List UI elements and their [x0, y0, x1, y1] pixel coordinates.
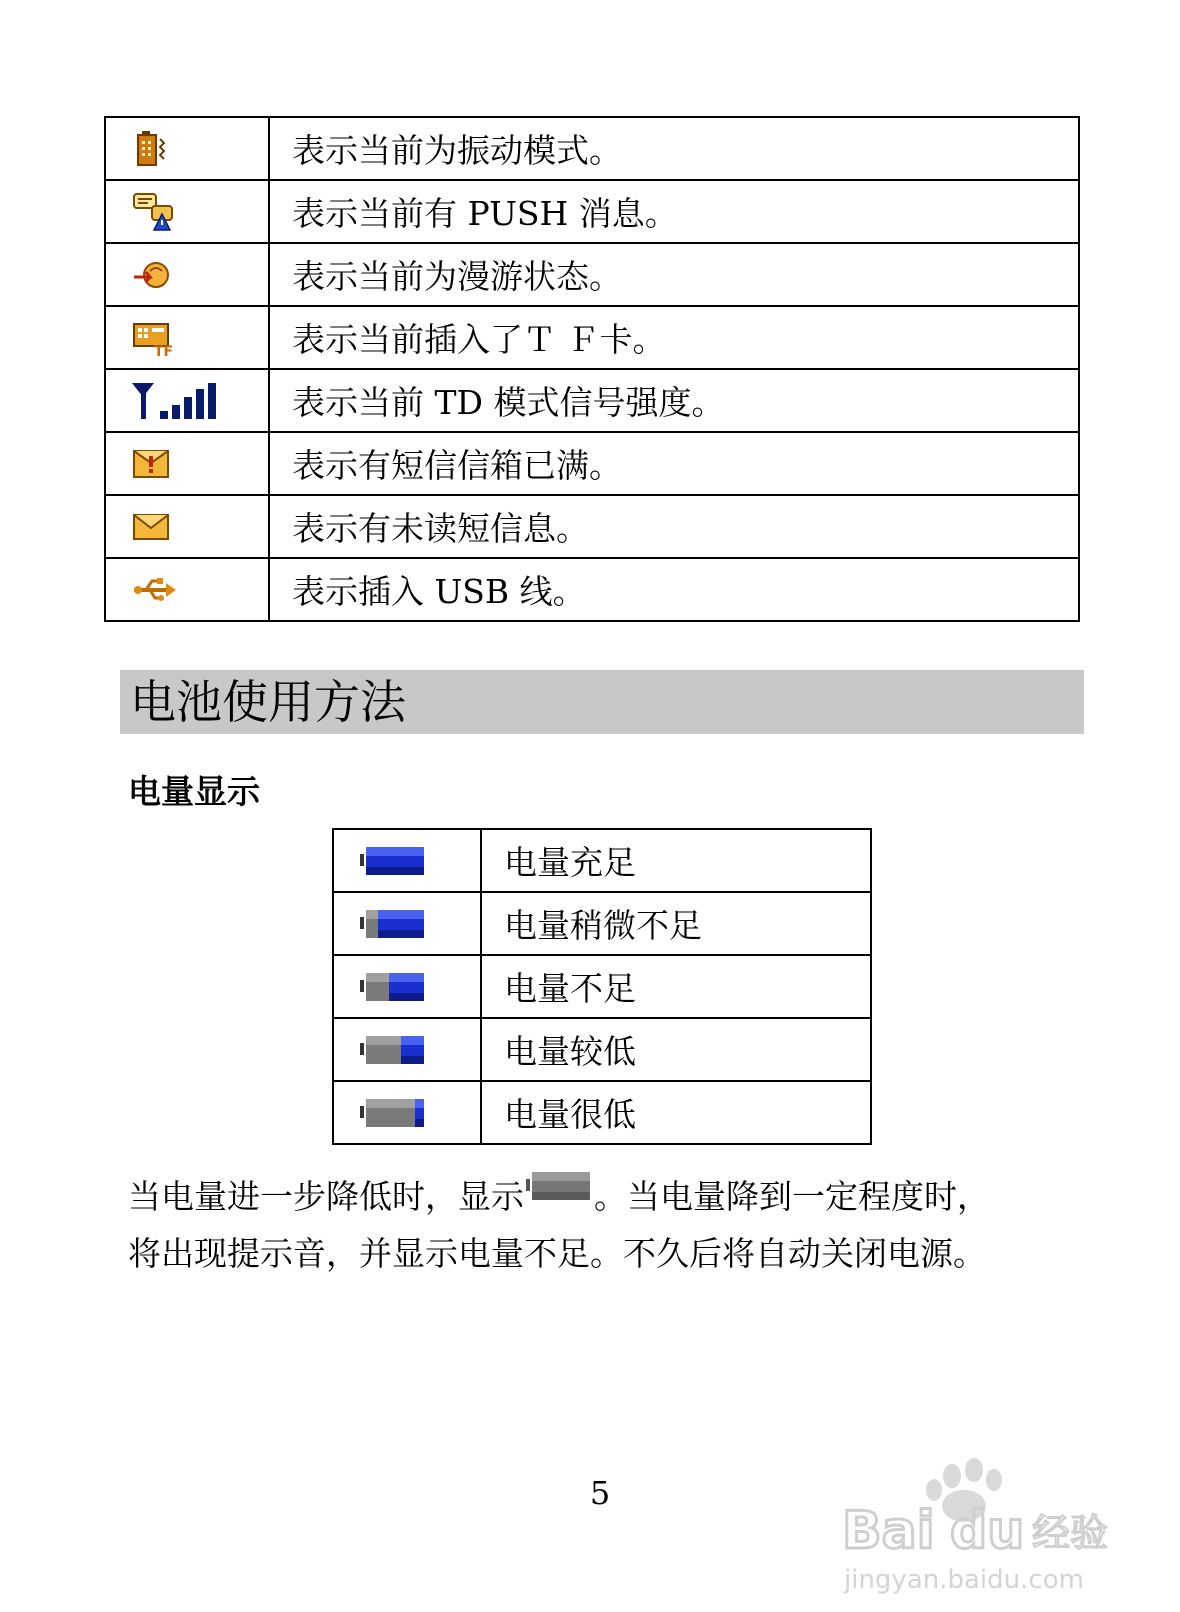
status-description: 表示有未读短信息。 [269, 495, 1079, 558]
status-description: 表示当前有 PUSH 消息。 [269, 180, 1079, 243]
paragraph-line: 将出现提示音，并显示电量不足。不久后将自动关闭电源。 [128, 1234, 986, 1273]
paragraph-text: 当电量进一步降低时，显示 [128, 1177, 524, 1216]
battery-level-label: 电量很低 [481, 1081, 871, 1144]
table-row [333, 1018, 871, 1081]
battery-subheading: 电量显示 [128, 772, 260, 811]
table-row [105, 306, 1079, 369]
roaming-icon [132, 257, 174, 293]
battery-slightly-low-icon [360, 908, 426, 940]
battery-low-icon [360, 1034, 426, 1066]
table-row [333, 955, 871, 1018]
baidu-jingyan-watermark [842, 1448, 1142, 1598]
paragraph-text: 。当电量降到一定程度时， [594, 1177, 990, 1216]
table-row [105, 243, 1079, 306]
svg-text:du: du [950, 1501, 1025, 1561]
table-row [105, 432, 1079, 495]
battery-level-label: 电量充足 [481, 829, 871, 892]
table-row [105, 495, 1079, 558]
status-description: 表示当前插入了Ｔ Ｆ卡。 [269, 306, 1079, 369]
table-row [105, 558, 1079, 621]
svg-text:Bai: Bai [842, 1501, 935, 1561]
status-description: 表示当前为振动模式。 [269, 117, 1079, 180]
push-message-icon [132, 190, 176, 234]
unread-sms-icon [132, 512, 172, 542]
svg-text:经验: 经验 [1032, 1511, 1109, 1555]
status-icon-table [104, 116, 1080, 622]
status-description: 表示当前为漫游状态。 [269, 243, 1079, 306]
battery-very-low-icon [360, 1097, 426, 1129]
table-row [105, 180, 1079, 243]
table-row [333, 892, 871, 955]
battery-level-label: 电量不足 [481, 955, 871, 1018]
battery-level-label: 电量稍微不足 [481, 892, 871, 955]
battery-empty-icon [526, 1170, 592, 1202]
page-number: 5 [589, 1474, 611, 1512]
battery-level-table [332, 828, 872, 1145]
status-description: 表示插入 USB 线。 [269, 558, 1079, 621]
status-description: 表示当前 TD 模式信号强度。 [269, 369, 1079, 432]
battery-full-icon [360, 845, 426, 877]
tf-card-icon [132, 318, 178, 358]
section-header [120, 670, 1084, 734]
usb-icon [132, 573, 176, 607]
table-row [105, 369, 1079, 432]
battery-level-label: 电量较低 [481, 1018, 871, 1081]
section-title: 电池使用方法 [130, 675, 406, 729]
table-row [333, 1081, 871, 1144]
svg-text:jingyan.baidu.com: jingyan.baidu.com [844, 1565, 1084, 1595]
battery-paragraph [128, 1168, 1088, 1282]
table-row [333, 829, 871, 892]
table-row [105, 117, 1079, 180]
vibrate-mode-icon [132, 129, 172, 169]
td-signal-strength-icon [132, 381, 218, 421]
sms-inbox-full-icon [132, 447, 172, 481]
status-description: 表示有短信信箱已满。 [269, 432, 1079, 495]
battery-insufficient-icon [360, 971, 426, 1003]
svg-text:TF: TF [154, 343, 174, 358]
paragraph-line [128, 1168, 1088, 1225]
